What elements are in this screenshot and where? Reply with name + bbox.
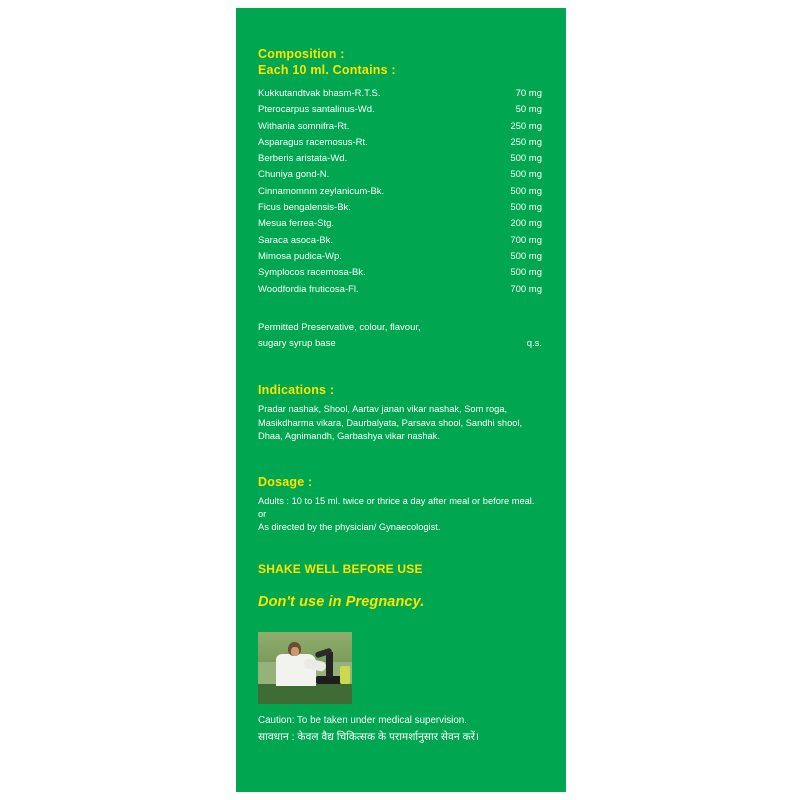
ingredient-qty: 700 mg	[510, 234, 542, 246]
ingredient-qty: 500 mg	[510, 250, 542, 262]
ingredients-list	[258, 86, 544, 298]
indications-title: Indications :	[258, 383, 335, 398]
ingredient-name: Chuniya gond-N.	[258, 169, 330, 181]
ingredient-qty: 200 mg	[510, 218, 542, 230]
ingredient-row	[258, 265, 544, 281]
ingredient-qty: 250 mg	[510, 120, 542, 132]
ingredient-row	[258, 151, 544, 167]
ingredient-name: Saraca asoca-Bk.	[258, 234, 333, 246]
ingredient-row	[258, 119, 544, 135]
ingredient-name: Kukkutandtvak bhasm-R.T.S.	[258, 88, 381, 99]
caution-text-english: Caution: To be taken under medical supervision.	[258, 715, 467, 726]
ingredient-name: Asparagus racemosus-Rt.	[258, 136, 368, 148]
microscope-arm-shape	[326, 652, 333, 678]
dosage-line-3: As directed by the physician/ Gynaecologist.	[258, 522, 441, 533]
ingredient-row	[258, 282, 544, 298]
ingredient-name: Cinnamomnm zeylanicum-Bk.	[258, 185, 385, 197]
label-content	[258, 46, 544, 704]
ingredient-name: Berberis aristata-Wd.	[258, 153, 348, 165]
preservative-line-2	[258, 336, 544, 352]
ingredient-row	[258, 135, 544, 151]
ingredient-row	[258, 216, 544, 232]
product-label-panel	[236, 8, 566, 792]
indications-text: Pradar nashak, Shool, Aartav janan vikar nashak, Som roga, Masikdharma vikara, Daurbalyata, Parsava shool, Sandhi shool, Dhaa, Agnimandh, Garbashya vikar nashak.	[258, 404, 523, 442]
dosage-section	[258, 474, 544, 535]
ingredient-row	[258, 184, 544, 200]
photo-bench	[258, 684, 352, 704]
ingredient-name: Woodfordia fruticosa-Fl.	[258, 283, 359, 295]
composition-subtitle: Each 10 ml. Contains :	[258, 63, 396, 77]
ingredient-qty: 700 mg	[510, 283, 542, 295]
ingredient-name: Mimosa pudica-Wp.	[258, 250, 342, 262]
preservative-block	[258, 320, 544, 353]
preservative-qty: q.s.	[526, 338, 542, 350]
ingredient-qty: 500 mg	[510, 153, 542, 165]
dosage-title: Dosage :	[258, 474, 313, 489]
composition-title: Composition :	[258, 47, 345, 61]
shake-well-notice: SHAKE WELL BEFORE USE	[258, 561, 423, 576]
ingredient-row	[258, 86, 544, 102]
ingredient-qty: 250 mg	[510, 136, 542, 148]
ingredient-name: Withania somnifra-Rt.	[258, 120, 350, 132]
ingredient-qty: 500 mg	[510, 267, 542, 279]
dosage-line-1: Adults : 10 to 15 ml. twice or thrice a day after meal or before meal.	[258, 495, 535, 506]
ingredient-name: Mesua ferrea-Stg.	[258, 218, 335, 230]
dosage-line-2: or	[258, 509, 267, 520]
ingredient-qty: 50 mg	[515, 104, 542, 116]
ingredient-row	[258, 167, 544, 183]
ingredient-qty: 500 mg	[510, 185, 542, 197]
face-shape	[291, 647, 299, 656]
ingredient-name: Symplocos racemosa-Bk.	[258, 267, 366, 279]
ingredient-qty: 500 mg	[510, 169, 542, 181]
preservative-line-1: Permitted Preservative, colour, flavour,	[258, 321, 421, 333]
ingredient-qty: 70 mg	[515, 88, 542, 99]
composition-heading	[258, 46, 544, 78]
pregnancy-warning: Don't use in Pregnancy.	[258, 593, 425, 610]
ingredient-name: Ficus bengalensis-Bk.	[258, 202, 351, 214]
caution-block	[258, 713, 548, 746]
scientist-microscope-photo	[258, 632, 352, 704]
ingredient-row	[258, 249, 544, 265]
bottle-shape	[340, 666, 350, 684]
ingredient-row	[258, 200, 544, 216]
preservative-base: sugary syrup base	[258, 338, 336, 350]
ingredient-row	[258, 233, 544, 249]
indications-section	[258, 382, 544, 443]
ingredient-name: Pterocarpus santalinus-Wd.	[258, 104, 375, 116]
ingredient-qty: 500 mg	[510, 202, 542, 214]
ingredient-row	[258, 102, 544, 118]
caution-text-hindi: सावधान : केवल वैद्य चिकित्सक के परामर्शानुसार सेवन करें।	[258, 731, 479, 743]
